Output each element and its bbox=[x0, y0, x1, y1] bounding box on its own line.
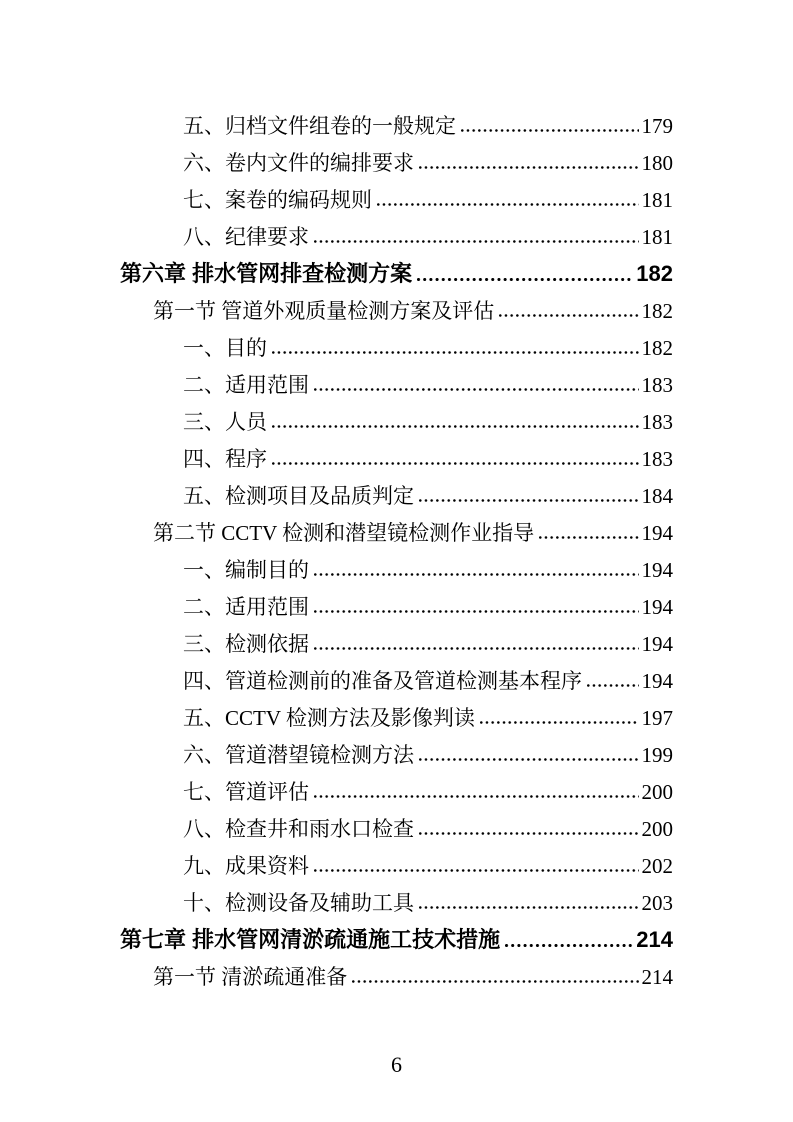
toc-entry-page-number: 200 bbox=[641, 780, 673, 804]
toc-entry-page-number: 183 bbox=[641, 447, 673, 471]
toc-entry-page-number: 202 bbox=[641, 854, 673, 878]
toc-entry bbox=[120, 733, 673, 770]
toc-entry bbox=[120, 474, 673, 511]
toc-entry-title: 第一节 管道外观质量检测方案及评估 bbox=[153, 299, 495, 323]
toc-entry-page-number: 180 bbox=[641, 151, 673, 175]
toc-entry-title: 第六章 排水管网排查检测方案 bbox=[120, 261, 413, 286]
toc-entry bbox=[120, 252, 673, 289]
toc-entry bbox=[120, 696, 673, 733]
toc-dot-leader bbox=[419, 166, 639, 169]
toc-dot-leader bbox=[272, 425, 639, 428]
toc-entry bbox=[120, 659, 673, 696]
toc-entry bbox=[120, 289, 673, 326]
toc-dot-leader bbox=[314, 869, 639, 872]
toc-entry-title: 六、卷内文件的编排要求 bbox=[183, 151, 414, 175]
toc-entry-page-number: 199 bbox=[641, 743, 673, 767]
toc-entry-title: 四、管道检测前的准备及管道检测基本程序 bbox=[183, 669, 582, 693]
toc-entry-title: 七、管道评估 bbox=[183, 780, 309, 804]
toc-dot-leader bbox=[314, 240, 639, 243]
toc-dot-leader bbox=[499, 314, 638, 317]
toc-entry-page-number: 182 bbox=[641, 336, 673, 360]
toc-entry-page-number: 194 bbox=[641, 669, 673, 693]
toc-entry bbox=[120, 548, 673, 585]
toc-entry-page-number: 179 bbox=[641, 114, 673, 138]
toc-entry bbox=[120, 918, 673, 955]
toc-dot-leader bbox=[417, 278, 633, 281]
toc-entry-page-number: 214 bbox=[641, 965, 673, 989]
toc-entry bbox=[120, 585, 673, 622]
toc-dot-leader bbox=[377, 203, 639, 206]
toc-entry-title: 五、检测项目及品质判定 bbox=[183, 484, 414, 508]
toc-entry-page-number: 182 bbox=[636, 261, 673, 286]
toc-entry-page-number: 214 bbox=[636, 927, 673, 952]
toc-dot-leader bbox=[314, 388, 639, 391]
toc-entry-title: 第一节 清淤疏通准备 bbox=[153, 965, 348, 989]
toc-entry-title: 十、检测设备及辅助工具 bbox=[183, 891, 414, 915]
toc-entry bbox=[120, 437, 673, 474]
toc-entry-page-number: 197 bbox=[641, 706, 673, 730]
toc-entry bbox=[120, 955, 673, 992]
toc-entry-page-number: 203 bbox=[641, 891, 673, 915]
toc-entry-title: 二、适用范围 bbox=[183, 373, 309, 397]
toc-dot-leader bbox=[419, 906, 639, 909]
toc-entry-page-number: 182 bbox=[641, 299, 673, 323]
toc-entry bbox=[120, 178, 673, 215]
toc-entry bbox=[120, 807, 673, 844]
toc-dot-leader bbox=[505, 944, 633, 947]
toc-entry-title: 二、适用范围 bbox=[183, 595, 309, 619]
toc-dot-leader bbox=[587, 684, 639, 687]
toc-entry-title: 第二节 CCTV 检测和潜望镜检测作业指导 bbox=[153, 521, 535, 545]
toc-entry bbox=[120, 363, 673, 400]
toc-dot-leader bbox=[419, 499, 639, 502]
toc-entry-page-number: 194 bbox=[641, 595, 673, 619]
toc-dot-leader bbox=[461, 129, 639, 132]
toc-entry-title: 六、管道潜望镜检测方法 bbox=[183, 743, 414, 767]
toc-dot-leader bbox=[314, 647, 639, 650]
toc-dot-leader bbox=[539, 536, 638, 539]
toc-entry-title: 八、检查井和雨水口检查 bbox=[183, 817, 414, 841]
toc-entry-page-number: 194 bbox=[641, 632, 673, 656]
toc-entry bbox=[120, 511, 673, 548]
toc-entry-title: 七、案卷的编码规则 bbox=[183, 188, 372, 212]
toc-entry-page-number: 181 bbox=[641, 188, 673, 212]
toc-entry-title: 五、归档文件组卷的一般规定 bbox=[183, 114, 456, 138]
toc-dot-leader bbox=[419, 832, 639, 835]
toc-entry-title: 九、成果资料 bbox=[183, 854, 309, 878]
toc-entry bbox=[120, 326, 673, 363]
toc-entry-title: 一、目的 bbox=[183, 336, 267, 360]
toc-entry-page-number: 184 bbox=[641, 484, 673, 508]
toc-dot-leader bbox=[314, 610, 639, 613]
page-footer bbox=[0, 1052, 793, 1078]
toc-entry-page-number: 181 bbox=[641, 225, 673, 249]
toc-entry-title: 一、编制目的 bbox=[183, 558, 309, 582]
toc-entry-title: 三、人员 bbox=[183, 410, 267, 434]
toc-dot-leader bbox=[419, 758, 639, 761]
toc-dot-leader bbox=[314, 573, 639, 576]
toc-entry-page-number: 194 bbox=[641, 521, 673, 545]
toc-entry-page-number: 183 bbox=[641, 410, 673, 434]
toc-dot-leader bbox=[272, 351, 639, 354]
toc-entry bbox=[120, 215, 673, 252]
toc-dot-leader bbox=[480, 721, 639, 724]
toc-dot-leader bbox=[352, 980, 638, 983]
toc-entry bbox=[120, 622, 673, 659]
toc-entry bbox=[120, 400, 673, 437]
toc-entry-title: 四、程序 bbox=[183, 447, 267, 471]
toc-entry-page-number: 200 bbox=[641, 817, 673, 841]
toc-entry bbox=[120, 141, 673, 178]
toc-entry bbox=[120, 770, 673, 807]
toc-entry-page-number: 183 bbox=[641, 373, 673, 397]
toc-entry-title: 五、CCTV 检测方法及影像判读 bbox=[183, 706, 475, 730]
toc-entry-title: 八、纪律要求 bbox=[183, 225, 309, 249]
toc-dot-leader bbox=[272, 462, 639, 465]
toc-entry bbox=[120, 844, 673, 881]
toc-entry-title: 三、检测依据 bbox=[183, 632, 309, 656]
toc-entry bbox=[120, 104, 673, 141]
toc-dot-leader bbox=[314, 795, 639, 798]
toc-entry-page-number: 194 bbox=[641, 558, 673, 582]
toc-entry bbox=[120, 881, 673, 918]
footer-page-number: 6 bbox=[391, 1052, 402, 1077]
toc-entry-title: 第七章 排水管网清淤疏通施工技术措施 bbox=[120, 927, 501, 952]
table-of-contents bbox=[120, 104, 673, 992]
